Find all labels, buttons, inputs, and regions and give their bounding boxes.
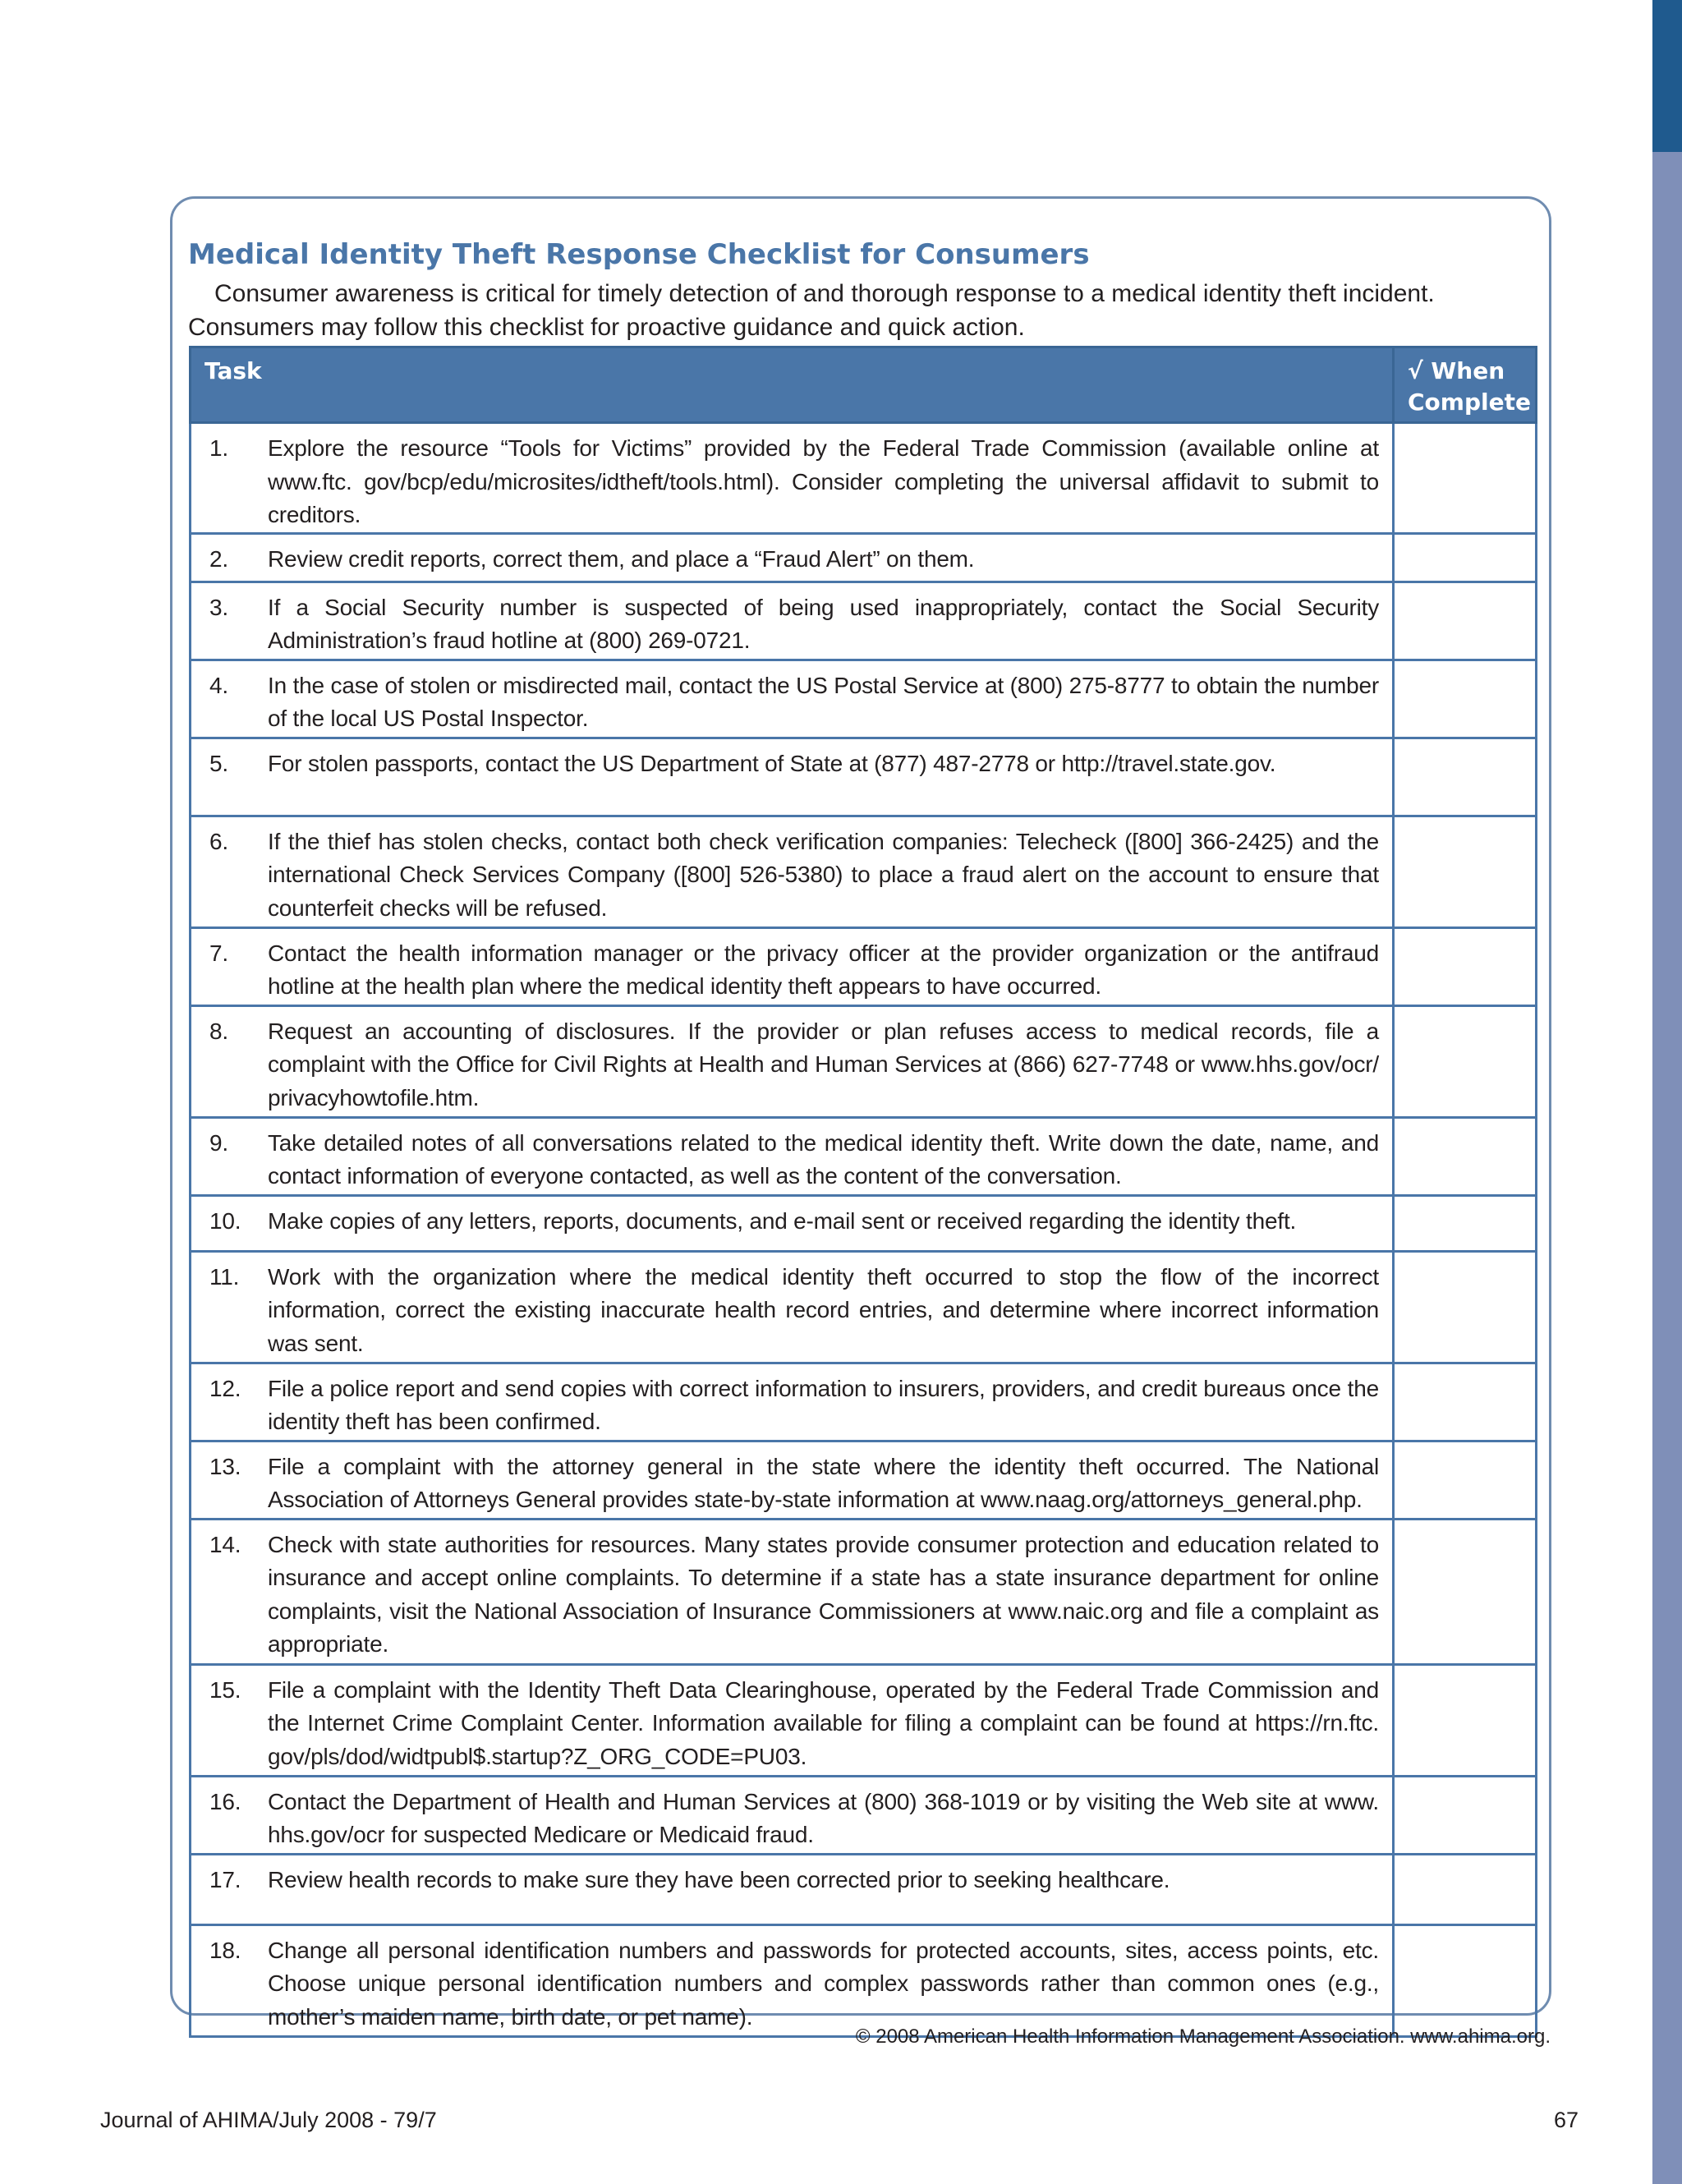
when-complete-checkbox-cell[interactable] bbox=[1394, 423, 1537, 534]
table-row bbox=[191, 1251, 1537, 1363]
task-number: 1. bbox=[209, 435, 228, 461]
task-cell bbox=[191, 660, 1394, 738]
task-number: 7. bbox=[209, 940, 228, 966]
task-text: Take detailed notes of all conversations related to the medical identity theft. Write down the date, name, and contact information of everyone contacted, as well as the content of the conversation. bbox=[268, 1129, 1379, 1189]
when-complete-checkbox-cell[interactable] bbox=[1394, 1441, 1537, 1519]
table-row bbox=[191, 816, 1537, 927]
table-row bbox=[191, 1924, 1537, 2036]
table-row bbox=[191, 1441, 1537, 1519]
table-row bbox=[191, 738, 1537, 816]
task-text: Make copies of any letters, reports, documents, and e-mail sent or received regarding the identity theft. bbox=[268, 1207, 1297, 1234]
task-text: In the case of stolen or misdirected mail, contact the US Postal Service at (800) 275-8777 to obtain the number of the local US Postal Inspector. bbox=[268, 672, 1379, 731]
task-text: Explore the resource “Tools for Victims” provided by the Federal Trade Commission (available online at www.ftc. gov/bcp/edu/microsites/idtheft/tools.html). Consider completing the universal affidavit to submit to creditors. bbox=[268, 435, 1379, 527]
task-text: Contact the health information manager or the privacy officer at the provider organization or the antifraud hotline at the health plan where the medical identity theft appears to have occurred. bbox=[268, 940, 1379, 999]
task-cell bbox=[191, 1195, 1394, 1251]
task-cell bbox=[191, 1664, 1394, 1776]
table-row bbox=[191, 1776, 1537, 1854]
checklist-rows bbox=[191, 423, 1537, 2037]
task-number: 4. bbox=[209, 672, 228, 698]
task-text: File a police report and send copies with correct information to insurers, providers, and credit bureaus once the identity theft has been confirmed. bbox=[268, 1375, 1379, 1434]
when-complete-checkbox-cell[interactable] bbox=[1394, 1664, 1537, 1776]
when-complete-checkbox-cell[interactable] bbox=[1394, 1776, 1537, 1854]
when-complete-checkbox-cell[interactable] bbox=[1394, 816, 1537, 927]
table-row bbox=[191, 660, 1537, 738]
task-cell bbox=[191, 1854, 1394, 1924]
when-complete-checkbox-cell[interactable] bbox=[1394, 1519, 1537, 1664]
table-header-row bbox=[191, 347, 1537, 423]
task-number: 6. bbox=[209, 828, 228, 854]
task-number: 16. bbox=[209, 1788, 241, 1814]
task-number: 8. bbox=[209, 1018, 228, 1044]
when-complete-header-line-2: Complete bbox=[1408, 389, 1531, 416]
task-content bbox=[191, 929, 1392, 1004]
task-cell bbox=[191, 582, 1394, 660]
when-complete-checkbox-cell[interactable] bbox=[1394, 1005, 1537, 1117]
task-column-header: Task bbox=[191, 347, 1394, 423]
task-content bbox=[191, 817, 1392, 926]
task-number: 15. bbox=[209, 1676, 241, 1703]
task-content bbox=[191, 1666, 1392, 1774]
task-content bbox=[191, 1777, 1392, 1852]
when-complete-checkbox-cell[interactable] bbox=[1394, 533, 1537, 582]
task-cell bbox=[191, 1363, 1394, 1441]
checklist-title: Medical Identity Theft Response Checklist for Consumers bbox=[188, 238, 1090, 271]
copyright-line: © 2008 American Health Information Management Association. www.ahima.org. bbox=[855, 2025, 1551, 2048]
task-number: 9. bbox=[209, 1129, 228, 1156]
task-number: 18. bbox=[209, 1937, 241, 1963]
task-cell bbox=[191, 1519, 1394, 1664]
task-content bbox=[191, 661, 1392, 736]
task-cell bbox=[191, 423, 1394, 534]
task-number: 2. bbox=[209, 545, 228, 572]
right-edge-bar bbox=[1652, 0, 1682, 2184]
page-number: 67 bbox=[1554, 2108, 1579, 2132]
task-number: 13. bbox=[209, 1453, 241, 1479]
table-row bbox=[191, 582, 1537, 660]
intro-line-2: Consumers may follow this checklist for proactive guidance and quick action. bbox=[188, 314, 1025, 341]
table-row bbox=[191, 533, 1537, 582]
table-row bbox=[191, 1005, 1537, 1117]
task-content bbox=[191, 739, 1392, 781]
right-edge-bar-accent bbox=[1652, 0, 1682, 152]
task-cell bbox=[191, 1117, 1394, 1195]
table-row bbox=[191, 1519, 1537, 1664]
task-cell bbox=[191, 1441, 1394, 1519]
intro-line-1: Consumer awareness is critical for timely detection of and thorough response to a medical identity theft incident. bbox=[214, 280, 1435, 307]
task-content bbox=[191, 583, 1392, 658]
task-number: 14. bbox=[209, 1531, 241, 1557]
task-cell bbox=[191, 927, 1394, 1005]
checklist-table bbox=[189, 346, 1537, 2038]
task-content bbox=[191, 424, 1392, 532]
when-complete-checkbox-cell[interactable] bbox=[1394, 1251, 1537, 1363]
task-text: Review health records to make sure they have been corrected prior to seeking healthcare. bbox=[268, 1866, 1170, 1892]
table-row bbox=[191, 1195, 1537, 1251]
when-complete-checkbox-cell[interactable] bbox=[1394, 1854, 1537, 1924]
task-number: 11. bbox=[209, 1263, 240, 1290]
task-text: If a Social Security number is suspected of being used inappropriately, contact the Social Security Administration’s fraud hotline at (800) 269-0721. bbox=[268, 594, 1379, 653]
when-complete-checkbox-cell[interactable] bbox=[1394, 1924, 1537, 2036]
task-cell bbox=[191, 1924, 1394, 2036]
when-complete-checkbox-cell[interactable] bbox=[1394, 1117, 1537, 1195]
intro-paragraph bbox=[188, 277, 1535, 344]
when-complete-checkbox-cell[interactable] bbox=[1394, 1363, 1537, 1441]
task-content bbox=[191, 1926, 1392, 2035]
task-number: 10. bbox=[209, 1207, 241, 1234]
when-complete-checkbox-cell[interactable] bbox=[1394, 1195, 1537, 1251]
when-complete-checkbox-cell[interactable] bbox=[1394, 660, 1537, 738]
task-content bbox=[191, 1520, 1392, 1662]
when-complete-column-header bbox=[1394, 347, 1537, 423]
task-content bbox=[191, 1253, 1392, 1361]
task-text: Change all personal identification numbers and passwords for protected accounts, sites, access points, etc. Choose unique personal identification numbers and complex passwords rather than common ones (e.g., mother’s maiden name, birth date, or pet name). bbox=[268, 1937, 1379, 2030]
when-complete-header-line-1: √ When bbox=[1408, 357, 1505, 384]
task-cell bbox=[191, 1005, 1394, 1117]
task-cell bbox=[191, 1776, 1394, 1854]
task-number: 12. bbox=[209, 1375, 241, 1401]
task-cell bbox=[191, 533, 1394, 582]
task-text: Work with the organization where the medical identity theft occurred to stop the flow of the incorrect information, correct the existing inaccurate health record entries, and determine where incorrect information was sent. bbox=[268, 1263, 1379, 1356]
task-text: File a complaint with the Identity Theft Data Clearinghouse, operated by the Federal Trade Commission and the Internet Crime Complaint Center. Information available for filing a complaint can be found at https://rn.ftc. gov/pls/dod/widtpubl$.startup?Z_ORG_CODE=PU03. bbox=[268, 1676, 1379, 1769]
when-complete-checkbox-cell[interactable] bbox=[1394, 738, 1537, 816]
task-text: Contact the Department of Health and Human Services at (800) 368-1019 or by visiting the Web site at www. hhs.gov/ocr for suspected Medicare or Medicaid fraud. bbox=[268, 1788, 1379, 1847]
task-number: 3. bbox=[209, 594, 228, 620]
task-cell bbox=[191, 1251, 1394, 1363]
task-cell bbox=[191, 738, 1394, 816]
task-content bbox=[191, 1442, 1392, 1517]
task-cell bbox=[191, 816, 1394, 927]
task-number: 17. bbox=[209, 1866, 241, 1892]
table-row bbox=[191, 423, 1537, 534]
task-text: If the thief has stolen checks, contact both check verification companies: Telecheck ([800] 366-2425) and the international Check Services Company ([800] 526-5380) to place a fraud alert on the account to ensure that counterfeit checks will be refused. bbox=[268, 828, 1379, 921]
journal-footer: Journal of AHIMA/July 2008 - 79/7 bbox=[100, 2108, 437, 2132]
task-text: Request an accounting of disclosures. If the provider or plan refuses access to medical records, file a complaint with the Office for Civil Rights at Health and Human Services at (866) 627-7748 or www.hhs.gov/ocr/ privacyhowtofile.htm. bbox=[268, 1018, 1379, 1110]
when-complete-checkbox-cell[interactable] bbox=[1394, 927, 1537, 1005]
task-content bbox=[191, 1119, 1392, 1193]
table-row bbox=[191, 1664, 1537, 1776]
table-row bbox=[191, 1854, 1537, 1924]
task-number: 5. bbox=[209, 750, 228, 776]
table-row bbox=[191, 927, 1537, 1005]
task-content bbox=[191, 1364, 1392, 1439]
when-complete-checkbox-cell[interactable] bbox=[1394, 582, 1537, 660]
task-text: For stolen passports, contact the US Department of State at (877) 487-2778 or http://travel.state.gov. bbox=[268, 750, 1276, 776]
table-row bbox=[191, 1117, 1537, 1195]
task-text: Check with state authorities for resources. Many states provide consumer protection and education related to insurance and accept online complaints. To determine if a state has a state insurance department for online complaints, visit the National Association of Insurance Commissioners at www.naic.org and file a complaint as appropriate. bbox=[268, 1531, 1379, 1657]
task-content bbox=[191, 535, 1392, 577]
task-text: Review credit reports, correct them, and place a “Fraud Alert” on them. bbox=[268, 545, 975, 572]
task-content bbox=[191, 1007, 1392, 1115]
task-content bbox=[191, 1197, 1392, 1239]
table-row bbox=[191, 1363, 1537, 1441]
task-content bbox=[191, 1855, 1392, 1897]
task-text: File a complaint with the attorney general in the state where the identity theft occurred. The National Association of Attorneys General provides state-by-state information at www.naag.org/attorneys_general.php. bbox=[268, 1453, 1379, 1512]
